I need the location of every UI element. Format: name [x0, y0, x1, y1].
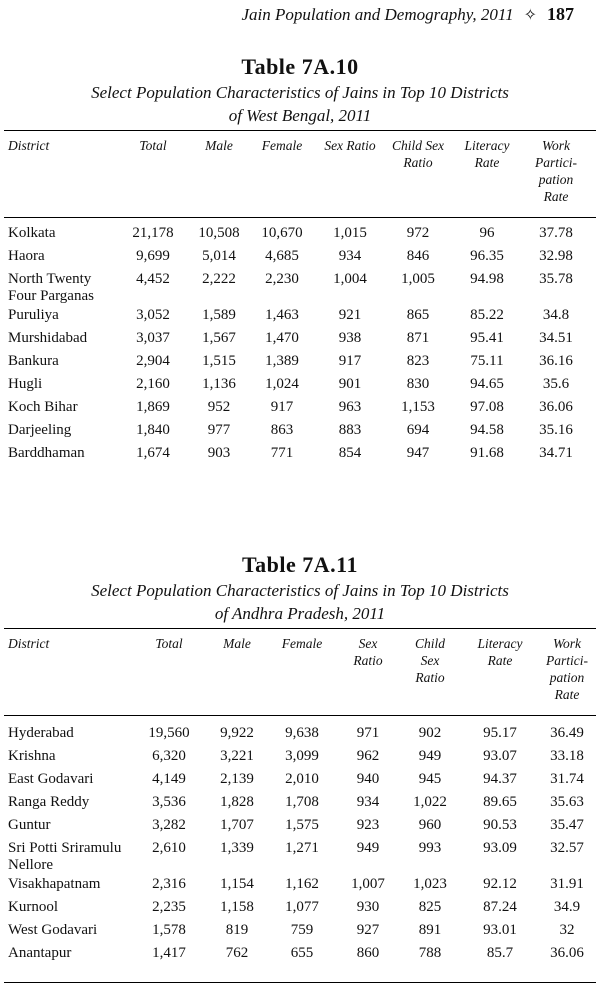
cell-male: 1,589	[202, 307, 236, 323]
cell-male: 1,515	[202, 353, 236, 369]
cell-literacy-rate: 94.65	[470, 376, 504, 392]
bottom-rule	[4, 982, 596, 983]
cell-total: 19,560	[148, 725, 190, 741]
cell-sex-ratio: 1,004	[333, 271, 367, 287]
cell-literacy-rate: 85.22	[470, 307, 504, 323]
cell-total: 4,452	[136, 271, 170, 287]
table-subtitle-line2: of West Bengal, 2011	[228, 106, 372, 125]
cell-sex-ratio: 971	[356, 725, 380, 741]
cell-literacy-rate: 95.17	[483, 725, 517, 741]
cell-work-participation-rate: 35.63	[550, 794, 584, 810]
cell-male: 952	[207, 399, 231, 415]
cell-literacy-rate: 96.35	[470, 248, 504, 264]
cell-total: 2,235	[152, 899, 186, 915]
cell-child-sex-ratio: 694	[406, 422, 430, 438]
cell-child-sex-ratio: 1,153	[401, 399, 435, 415]
cell-literacy-rate: 94.58	[470, 422, 504, 438]
cell-sex-ratio: 860	[356, 945, 380, 961]
cell-total: 21,178	[132, 225, 174, 241]
column-header-literacy-rate: Literacy Rate	[464, 138, 510, 170]
cell-district: Koch Bihar	[8, 399, 78, 415]
cell-female: 2,010	[285, 771, 319, 787]
cell-male: 1,136	[202, 376, 236, 392]
cell-female: 1,389	[265, 353, 299, 369]
cell-child-sex-ratio: 947	[406, 445, 430, 461]
cell-male: 3,221	[220, 748, 254, 764]
column-header-literacy-rate: Literacy Rate	[477, 636, 523, 668]
cell-child-sex-ratio: 788	[418, 945, 442, 961]
cell-female: 2,230	[265, 271, 299, 287]
cell-literacy-rate: 89.65	[483, 794, 517, 810]
cell-male: 2,139	[220, 771, 254, 787]
cell-total: 3,052	[136, 307, 170, 323]
cell-female: 1,463	[265, 307, 299, 323]
cell-total: 9,699	[136, 248, 170, 264]
cell-work-participation-rate: 31.91	[550, 876, 584, 892]
cell-total: 4,149	[152, 771, 186, 787]
cell-work-participation-rate: 34.9	[553, 899, 581, 915]
column-header-district: District	[8, 138, 50, 153]
cell-female: 3,099	[285, 748, 319, 764]
column-header-total: Total	[155, 636, 183, 651]
cell-work-participation-rate: 35.6	[542, 376, 570, 392]
table-subtitle-line1: Select Population Characteristics of Jains in Top 10 Districts	[91, 83, 509, 102]
cell-sex-ratio: 923	[356, 817, 380, 833]
cell-sex-ratio: 883	[338, 422, 362, 438]
table-header	[4, 629, 596, 715]
cell-child-sex-ratio: 993	[418, 840, 442, 856]
running-head	[241, 4, 574, 25]
cell-female: 9,638	[285, 725, 319, 741]
cell-female: 4,685	[265, 248, 299, 264]
table-title: Table 7A.10	[241, 54, 359, 79]
cell-literacy-rate: 95.41	[470, 330, 504, 346]
cell-literacy-rate: 93.01	[483, 922, 517, 938]
cell-male: 1,707	[220, 817, 254, 833]
cell-male: 1,567	[202, 330, 236, 346]
cell-work-participation-rate: 32.57	[550, 840, 584, 856]
cell-work-participation-rate: 36.16	[539, 353, 573, 369]
cell-work-participation-rate: 34.8	[542, 307, 570, 323]
cell-literacy-rate: 94.98	[470, 271, 504, 287]
cell-female: 917	[270, 399, 294, 415]
column-header-district: District	[8, 636, 50, 651]
table-body	[4, 218, 596, 478]
cell-district: Visakhapatnam	[8, 876, 101, 892]
cell-district: Kurnool	[8, 899, 58, 915]
cell-child-sex-ratio: 1,022	[413, 794, 447, 810]
cell-work-participation-rate: 32	[559, 922, 575, 938]
cell-sex-ratio: 921	[338, 307, 362, 323]
cell-male: 1,154	[220, 876, 254, 892]
cell-district: Hugli	[8, 376, 43, 392]
cell-total: 1,869	[136, 399, 170, 415]
cell-literacy-rate: 90.53	[483, 817, 517, 833]
cell-total: 3,282	[152, 817, 186, 833]
cell-literacy-rate: 91.68	[470, 445, 504, 461]
cell-male: 819	[225, 922, 249, 938]
column-header-female: Female	[281, 636, 323, 651]
cell-sex-ratio: 1,015	[333, 225, 367, 241]
column-header-male: Male	[205, 138, 233, 153]
cell-work-participation-rate: 34.71	[539, 445, 573, 461]
cell-district: Anantapur	[8, 945, 72, 961]
cell-literacy-rate: 93.09	[483, 840, 517, 856]
cell-female: 1,575	[285, 817, 319, 833]
cell-work-participation-rate: 34.51	[539, 330, 573, 346]
cell-literacy-rate: 75.11	[470, 353, 504, 369]
cell-male: 977	[207, 422, 231, 438]
cell-district: West Godavari	[8, 922, 98, 938]
cell-sex-ratio: 962	[356, 748, 380, 764]
cell-female: 1,271	[285, 840, 319, 856]
cell-total: 6,320	[152, 748, 186, 764]
cell-work-participation-rate: 35.47	[550, 817, 584, 833]
cell-district: Krishna	[8, 748, 56, 764]
cell-work-participation-rate: 37.78	[539, 225, 573, 241]
cell-district: Kolkata	[8, 225, 56, 241]
cell-child-sex-ratio: 825	[418, 899, 442, 915]
cell-work-participation-rate: 36.06	[550, 945, 584, 961]
cell-sex-ratio: 934	[356, 794, 380, 810]
table-header	[4, 131, 596, 217]
cell-child-sex-ratio: 945	[418, 771, 442, 787]
cell-child-sex-ratio: 830	[406, 376, 430, 392]
running-head-title: Jain Population and Demography, 2011	[241, 4, 514, 24]
cell-sex-ratio: 1,007	[351, 876, 385, 892]
cell-total: 2,904	[136, 353, 170, 369]
cell-district: Bankura	[8, 353, 59, 369]
cell-work-participation-rate: 35.16	[539, 422, 573, 438]
cell-male: 9,922	[220, 725, 254, 741]
cell-district: North Twenty Four Parganas	[8, 271, 94, 304]
cell-female: 771	[270, 445, 294, 461]
cell-total: 2,610	[152, 840, 186, 856]
cell-sex-ratio: 927	[356, 922, 380, 938]
cell-female: 1,708	[285, 794, 319, 810]
cell-female: 655	[290, 945, 314, 961]
cell-child-sex-ratio: 1,023	[413, 876, 447, 892]
column-header-total: Total	[139, 138, 167, 153]
cell-sex-ratio: 963	[338, 399, 362, 415]
cell-male: 1,339	[220, 840, 254, 856]
cell-male: 1,158	[220, 899, 254, 915]
cell-total: 1,578	[152, 922, 186, 938]
cell-district: Puruliya	[8, 307, 59, 323]
cell-female: 1,024	[265, 376, 299, 392]
cell-total: 1,840	[136, 422, 170, 438]
table-title: Table 7A.11	[242, 552, 358, 577]
cell-total: 2,160	[136, 376, 170, 392]
cell-sex-ratio: 930	[356, 899, 380, 915]
cell-child-sex-ratio: 960	[418, 817, 442, 833]
column-header-work-participation-rate: Work Partici- pation Rate	[546, 636, 588, 702]
cell-total: 3,536	[152, 794, 186, 810]
cell-total: 1,417	[152, 945, 186, 961]
cell-sex-ratio: 917	[338, 353, 362, 369]
table-subtitle-line2: of Andhra Pradesh, 2011	[214, 604, 386, 623]
diamond-ornament-icon: ✧	[523, 6, 537, 24]
cell-district: Ranga Reddy	[8, 794, 90, 810]
cell-sex-ratio: 938	[338, 330, 362, 346]
cell-child-sex-ratio: 1,005	[401, 271, 435, 287]
cell-child-sex-ratio: 891	[418, 922, 442, 938]
cell-male: 1,828	[220, 794, 254, 810]
cell-female: 759	[290, 922, 314, 938]
cell-district: Guntur	[8, 817, 51, 833]
cell-female: 1,162	[285, 876, 319, 892]
cell-male: 2,222	[202, 271, 236, 287]
cell-district: Sri Potti Sriramulu Nellore	[8, 840, 122, 873]
cell-work-participation-rate: 35.78	[539, 271, 573, 287]
cell-district: Haora	[8, 248, 45, 264]
column-header-child-sex-ratio: Child Sex Ratio	[391, 138, 445, 170]
column-header-male: Male	[223, 636, 251, 651]
cell-child-sex-ratio: 972	[406, 225, 430, 241]
cell-child-sex-ratio: 823	[406, 353, 430, 369]
cell-work-participation-rate: 36.49	[550, 725, 584, 741]
column-header-female: Female	[261, 138, 303, 153]
cell-literacy-rate: 85.7	[486, 945, 514, 961]
cell-child-sex-ratio: 902	[418, 725, 442, 741]
column-header-work-participation-rate: Work Partici- pation Rate	[535, 138, 577, 204]
table-subtitle-line1: Select Population Characteristics of Jains in Top 10 Districts	[91, 581, 509, 600]
cell-literacy-rate: 87.24	[483, 899, 517, 915]
cell-district: Murshidabad	[8, 330, 88, 346]
cell-work-participation-rate: 33.18	[550, 748, 584, 764]
cell-sex-ratio: 854	[338, 445, 362, 461]
table-body	[4, 716, 596, 982]
cell-male: 5,014	[202, 248, 236, 264]
cell-child-sex-ratio: 846	[406, 248, 430, 264]
column-header-sex-ratio: Sex Ratio	[353, 636, 383, 668]
cell-sex-ratio: 949	[356, 840, 380, 856]
table-7a11	[4, 552, 596, 983]
cell-sex-ratio: 940	[356, 771, 380, 787]
table-7a10	[4, 54, 596, 478]
cell-sex-ratio: 901	[338, 376, 362, 392]
cell-literacy-rate: 97.08	[470, 399, 504, 415]
column-header-sex-ratio: Sex Ratio	[324, 138, 376, 153]
cell-work-participation-rate: 36.06	[539, 399, 573, 415]
cell-male: 903	[207, 445, 231, 461]
cell-total: 2,316	[152, 876, 186, 892]
column-header-child-sex-ratio: Child Sex Ratio	[414, 636, 445, 685]
cell-female: 1,077	[285, 899, 319, 915]
cell-child-sex-ratio: 871	[406, 330, 430, 346]
cell-literacy-rate: 94.37	[483, 771, 517, 787]
cell-female: 863	[270, 422, 294, 438]
page-number: 187	[547, 4, 574, 24]
cell-child-sex-ratio: 865	[406, 307, 430, 323]
cell-district: Barddhaman	[8, 445, 85, 461]
cell-literacy-rate: 96	[479, 225, 495, 241]
cell-male: 762	[225, 945, 249, 961]
cell-female: 10,670	[261, 225, 303, 241]
cell-district: East Godavari	[8, 771, 94, 787]
cell-total: 1,674	[136, 445, 170, 461]
cell-child-sex-ratio: 949	[418, 748, 442, 764]
cell-total: 3,037	[136, 330, 170, 346]
cell-female: 1,470	[265, 330, 299, 346]
cell-work-participation-rate: 32.98	[539, 248, 573, 264]
cell-literacy-rate: 93.07	[483, 748, 517, 764]
cell-district: Darjeeling	[8, 422, 72, 438]
cell-work-participation-rate: 31.74	[550, 771, 584, 787]
cell-male: 10,508	[198, 225, 240, 241]
cell-sex-ratio: 934	[338, 248, 362, 264]
cell-literacy-rate: 92.12	[483, 876, 517, 892]
cell-district: Hyderabad	[8, 725, 74, 741]
